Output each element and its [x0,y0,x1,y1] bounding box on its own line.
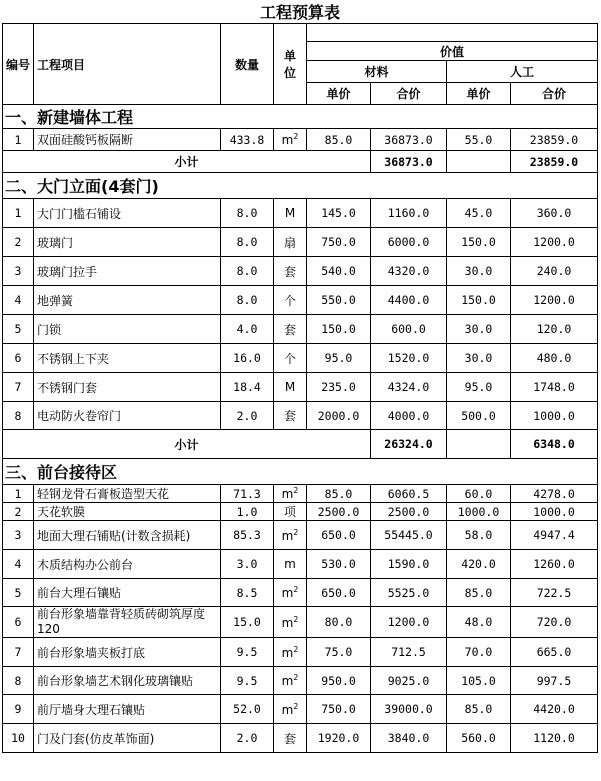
labor-total: 722.5 [511,579,598,607]
subtotal-row [3,430,598,459]
unit: $m^2$ [274,638,307,667]
table-row [3,521,598,550]
material-total: 6000.0 [371,228,447,257]
item-name: 双面硅酸钙板隔断 [34,129,221,151]
material-unit-price: 650.0 [307,579,371,607]
table-row [3,550,598,579]
item-name: 天花软膜 [34,503,221,521]
labor-unit-price: 48.0 [447,607,511,638]
budget-table [2,0,598,753]
row-number: 8 [3,667,34,695]
material-unit-price: 650.0 [307,521,371,550]
unit: 项 [274,503,307,521]
material-unit-price: 1920.0 [307,724,371,753]
material-total: 36873.0 [371,129,447,151]
table-row [3,257,598,286]
item-name: 地弹簧 [34,286,221,315]
unit: $m^2$ [274,579,307,607]
table-row [3,579,598,607]
labor-total: 240.0 [511,257,598,286]
labor-total: 120.0 [511,315,598,344]
item-name: 前台大理石镶贴 [34,579,221,607]
unit: 个 [274,286,307,315]
unit: 套 [274,402,307,430]
quantity: 71.3 [221,485,274,503]
labor-unit-price: 420.0 [447,550,511,579]
row-number: 6 [3,607,34,638]
row-number: 1 [3,129,34,151]
row-number: 3 [3,521,34,550]
item-name: 前台形象墙夹板打底 [34,638,221,667]
row-number: 8 [3,402,34,430]
labor-unit-price: 1000.0 [447,503,511,521]
labor-total: 1200.0 [511,286,598,315]
subtotal-blank [447,151,511,173]
item-name: 玻璃门拉手 [34,257,221,286]
labor-unit-price: 150.0 [447,286,511,315]
material-total: 1520.0 [371,344,447,373]
quantity: 433.8 [221,129,274,151]
table-row [3,503,598,521]
row-number: 9 [3,695,34,724]
material-unit-price: 2500.0 [307,503,371,521]
header-material-total: 合价 [371,83,447,105]
labor-total: 360.0 [511,199,598,228]
table-row [3,315,598,344]
labor-unit-price: 58.0 [447,521,511,550]
table-row [3,667,598,695]
material-unit-price: 145.0 [307,199,371,228]
material-unit-price: 530.0 [307,550,371,579]
quantity: 4.0 [221,315,274,344]
section-title: 二、大门立面(4套门) [3,173,598,199]
labor-total: 4278.0 [511,485,598,503]
labor-unit-price: 500.0 [447,402,511,430]
subtotal-labor: 23859.0 [511,151,598,173]
item-name: 木质结构办公前台 [34,550,221,579]
row-number: 5 [3,315,34,344]
table-row [3,199,598,228]
material-total: 600.0 [371,315,447,344]
labor-total: 1000.0 [511,503,598,521]
table-row [3,373,598,402]
labor-unit-price: 95.0 [447,373,511,402]
labor-unit-price: 30.0 [447,257,511,286]
quantity: 2.0 [221,402,274,430]
item-name: 地面大理石铺贴(计数含损耗) [34,521,221,550]
subtotal-labor: 6348.0 [511,430,598,459]
row-number: 5 [3,579,34,607]
item-name: 电动防火卷帘门 [34,402,221,430]
material-total: 1200.0 [371,607,447,638]
unit: 个 [274,344,307,373]
material-unit-price: 750.0 [307,695,371,724]
labor-total: 480.0 [511,344,598,373]
table-row [3,129,598,151]
labor-unit-price: 30.0 [447,344,511,373]
material-total: 4400.0 [371,286,447,315]
quantity: 16.0 [221,344,274,373]
unit: M [274,373,307,402]
header-labor-unit-price: 单价 [447,83,511,105]
material-unit-price: 85.0 [307,485,371,503]
quantity: 85.3 [221,521,274,550]
unit: $m^2$ [274,521,307,550]
labor-total: 1200.0 [511,228,598,257]
unit: $m^2$ [274,607,307,638]
quantity: 9.5 [221,667,274,695]
unit: $m^2$ [274,695,307,724]
material-total: 1160.0 [371,199,447,228]
table-row [3,344,598,373]
labor-total: 1260.0 [511,550,598,579]
unit: m [274,550,307,579]
labor-unit-price: 70.0 [447,638,511,667]
material-unit-price: 550.0 [307,286,371,315]
item-name: 大门门槛石铺设 [34,199,221,228]
table-row [3,724,598,753]
material-unit-price: 750.0 [307,228,371,257]
quantity: 1.0 [221,503,274,521]
header-blank [307,24,598,42]
labor-unit-price: 55.0 [447,129,511,151]
quantity: 8.0 [221,199,274,228]
unit: 套 [274,724,307,753]
row-number: 2 [3,228,34,257]
quantity: 8.0 [221,228,274,257]
table-row [3,638,598,667]
quantity: 2.0 [221,724,274,753]
labor-total: 1000.0 [511,402,598,430]
page-title: 工程预算表 [3,0,598,24]
header-qty: 数量 [221,24,274,105]
subtotal-blank [447,430,511,459]
material-total: 4000.0 [371,402,447,430]
quantity: 3.0 [221,550,274,579]
material-total: 39000.0 [371,695,447,724]
labor-total: 23859.0 [511,129,598,151]
unit: 套 [274,257,307,286]
unit: $m^2$ [274,129,307,151]
table-row [3,607,598,638]
labor-unit-price: 85.0 [447,695,511,724]
header-unit: 单 位 [274,24,307,105]
subtotal-row [3,151,598,173]
quantity: 15.0 [221,607,274,638]
labor-unit-price: 60.0 [447,485,511,503]
row-number: 7 [3,373,34,402]
unit: 扇 [274,228,307,257]
header-labor-total: 合价 [511,83,598,105]
unit: M [274,199,307,228]
item-name: 不锈钢门套 [34,373,221,402]
section-title: 一、新建墙体工程 [3,105,598,129]
subtotal-material: 36873.0 [371,151,447,173]
material-unit-price: 95.0 [307,344,371,373]
table-row [3,402,598,430]
item-name: 门及门套(仿皮革饰面) [34,724,221,753]
section-title: 三、前台接待区 [3,459,598,485]
material-total: 6060.5 [371,485,447,503]
item-name: 轻钢龙骨石膏板造型天花 [34,485,221,503]
table-row [3,695,598,724]
header-value: 价值 [307,42,598,61]
table-row [3,228,598,257]
item-name: 前台形象墙靠背轻质砖砌筑厚度120 [34,607,221,638]
labor-unit-price: 30.0 [447,315,511,344]
material-total: 1590.0 [371,550,447,579]
labor-total: 4420.0 [511,695,598,724]
row-number: 4 [3,550,34,579]
labor-total: 1120.0 [511,724,598,753]
labor-total: 665.0 [511,638,598,667]
subtotal-label: 小计 [3,151,371,173]
row-number: 6 [3,344,34,373]
row-number: 1 [3,199,34,228]
row-number: 7 [3,638,34,667]
quantity: 18.4 [221,373,274,402]
quantity: 52.0 [221,695,274,724]
quantity: 8.0 [221,286,274,315]
material-unit-price: 75.0 [307,638,371,667]
unit: $m^2$ [274,667,307,695]
row-number: 3 [3,257,34,286]
material-total: 5525.0 [371,579,447,607]
material-total: 55445.0 [371,521,447,550]
item-name: 前厅墙身大理石镶贴 [34,695,221,724]
header-no: 编号 [3,24,34,105]
material-total: 9025.0 [371,667,447,695]
material-total: 2500.0 [371,503,447,521]
row-number: 1 [3,485,34,503]
row-number: 2 [3,503,34,521]
material-total: 4324.0 [371,373,447,402]
labor-total: 720.0 [511,607,598,638]
unit: $m^2$ [274,485,307,503]
row-number: 10 [3,724,34,753]
material-unit-price: 540.0 [307,257,371,286]
material-unit-price: 950.0 [307,667,371,695]
item-name: 门锁 [34,315,221,344]
quantity: 8.0 [221,257,274,286]
row-number: 4 [3,286,34,315]
material-total: 3840.0 [371,724,447,753]
item-name: 玻璃门 [34,228,221,257]
table-row [3,286,598,315]
labor-unit-price: 560.0 [447,724,511,753]
material-total: 712.5 [371,638,447,667]
header-material-unit-price: 单价 [307,83,371,105]
item-name: 前台形象墙艺术钢化玻璃镶贴 [34,667,221,695]
material-unit-price: 80.0 [307,607,371,638]
subtotal-material: 26324.0 [371,430,447,459]
header-labor: 人工 [447,61,598,83]
labor-unit-price: 150.0 [447,228,511,257]
quantity: 8.5 [221,579,274,607]
header-material: 材料 [307,61,447,83]
material-total: 4320.0 [371,257,447,286]
labor-unit-price: 105.0 [447,667,511,695]
quantity: 9.5 [221,638,274,667]
table-row [3,485,598,503]
unit: 套 [274,315,307,344]
material-unit-price: 85.0 [307,129,371,151]
item-name: 不锈钢上下夹 [34,344,221,373]
labor-total: 1748.0 [511,373,598,402]
material-unit-price: 150.0 [307,315,371,344]
subtotal-label: 小计 [3,430,371,459]
material-unit-price: 2000.0 [307,402,371,430]
header-item: 工程项目 [34,24,221,105]
labor-total: 997.5 [511,667,598,695]
labor-total: 4947.4 [511,521,598,550]
labor-unit-price: 85.0 [447,579,511,607]
labor-unit-price: 45.0 [447,199,511,228]
material-unit-price: 235.0 [307,373,371,402]
